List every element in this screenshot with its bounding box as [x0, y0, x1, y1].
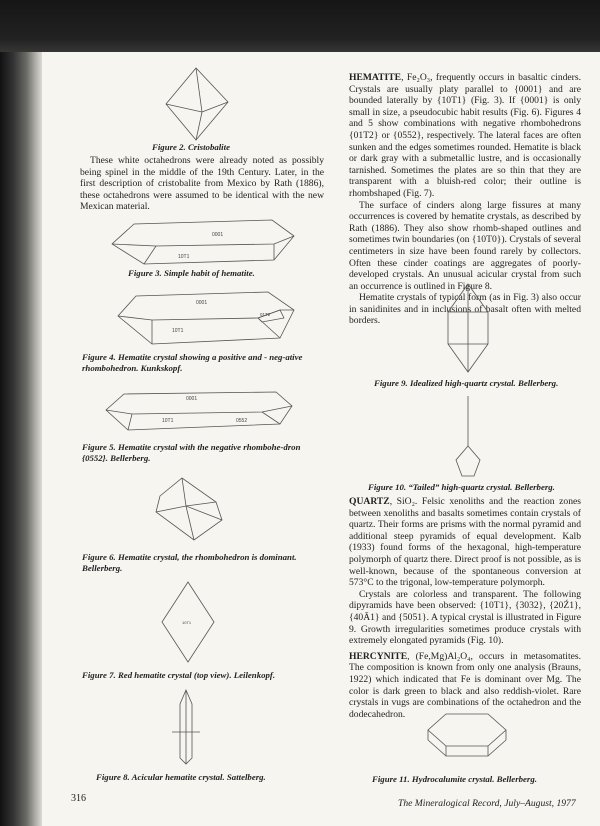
figure-6-hematite: [148, 476, 228, 542]
right-text-middle: [349, 496, 581, 720]
hematite-paragraph-2: The surface of cinders along large fissures at many occurrences is covered by hematite crystals, as described by Rath (1886). They also show rhomb-shaped outlines and sometimes twin boundaries (on {10T0}). Crystals of several centimeters in size have been found rarely by collectors. Often these cinder coatings are aggregates of poorly-developed crystals. An unusual acicular crystal from such an occurrence is outlined in Figure 8.: [349, 199, 581, 292]
left-text-block: [80, 155, 324, 213]
hematite-paragraph-3: Hematite crystals of typical form (as in Fig. 3) also occur in sanidinites and in inclusions of basalt often with melted borders.: [349, 292, 581, 327]
figure-7-caption: Figure 7. Red hematite crystal (top view). Leilenkopf.: [82, 670, 276, 680]
figure-9-caption: Figure 9. Idealized high-quartz crystal. Bellerberg.: [374, 378, 559, 388]
figure-4-hematite: [112, 288, 302, 350]
figure-8-acicular-hematite: [168, 688, 204, 766]
label-0552: 0552: [236, 418, 248, 424]
label-10T1: 10T1: [172, 328, 184, 334]
label-10T1: 10T1: [178, 254, 190, 260]
figure-9-quartz: [440, 282, 496, 374]
figure-5-caption: Figure 5. Hematite crystal with the negative rhombohe-dron {0552}. Bellerberg.: [82, 442, 301, 463]
figure-10-caption: Figure 10. “Tailed” high-quartz crystal. Bellerberg.: [368, 482, 555, 492]
label-10T1: 10T1: [182, 620, 192, 625]
figure-7-hematite: [158, 580, 218, 664]
hercynite-paragraph: HERCYNITE, (Fe,Mg)Al₂O₄, occurs in metasomatites. The composition is known from only one analysis (Brauns, 1922) which indicated that Fe is dominant over Mg. The color is dark green to black and also reddish-violet. Rare crystals in vugs are combinations of the octahedron and the dodecahedron.: [349, 650, 581, 720]
label-0001: 0001: [212, 232, 224, 238]
background-top: [0, 0, 600, 56]
label-0001: 0001: [196, 300, 208, 306]
paragraph: These white octahedrons were already noted as possibly being spinel in the middle of the 19th Century. Later, in the first description of cristobalite from Mexico by Rath (1886), these octahedrons were assumed to be identical with the new Mexican material.: [80, 155, 324, 213]
figure-5-hematite: [102, 388, 298, 436]
journal-footer: The Mineralogical Record, July–August, 1977: [398, 798, 576, 809]
quartz-paragraph-1: QUARTZ, SiO₂. Felsic xenoliths and the reaction zones between xenoliths and basalts sometimes contain crystals of quartz. Their forms are prisms with the normal pyramid and additional steep pyramids of equal development. Kalb (1933) found forms of the hexagonal, high-temperature polymorph of quartz there. Direct proof is not possible, as is well-known, because of the spontaneous conversion at 573°C to the trigonal, low-temperature polymorph.: [349, 496, 581, 589]
label-10T1: 10T1: [162, 418, 174, 424]
figure-3-hematite: [104, 214, 304, 274]
book-spine: [0, 52, 44, 826]
figure-4-caption: Figure 4. Hematite crystal showing a positive and - neg-ative rhombohedron. Kunkskopf.: [82, 352, 303, 373]
figure-11-caption: Figure 11. Hydrocalumite crystal. Bellerberg.: [372, 774, 537, 784]
figure-8-caption: Figure 8. Acicular hematite crystal. Sattelberg.: [96, 772, 266, 782]
page-number: 316: [71, 793, 86, 804]
figure-11-hydrocalumite: [424, 710, 510, 764]
figure-2-octahedron: [160, 64, 240, 144]
figure-6-caption: Figure 6. Hematite crystal, the rhombohedron is dominant. Bellerberg.: [82, 552, 297, 573]
figure-3-caption: Figure 3. Simple habit of hematite.: [128, 268, 255, 278]
quartz-paragraph-2: Crystals are colorless and transparent. The following dipyramids have been observed: {10T1}, {3032}, {20Ź1}, {40Ā1} and {5051}. A typical crystal is illustrated in Figure 9. Growth irregularities sometimes produce crystals with extremely elongated pyramids (Fig. 10).: [349, 588, 581, 647]
figure-10-tailed-quartz: [452, 394, 484, 478]
hematite-paragraph-1: HEMATITE, Fe₂O₃, frequently occurs in basaltic cinders. Crystals are usually platy parallel to {0001} and are bounded laterally by {10T1} (Fig. 3). If {0001} is only small in size, a pseudocubic habit results (Fig. 6). Figures 4 and 5 show combinations with negative rhombohedrons {01T2} or {0552}, respectively. The lateral faces are often sunken and the edges sometimes rounded. Hematite is black or dark gray with a submetallic lustre, and is occasionally tarnished. Sometimes the plates are so thin that they are transparent with a bluish-red color; their outline is rhombshaped (Fig. 7).: [349, 72, 581, 199]
label-01T2: 01T2: [260, 312, 271, 317]
figure-2-caption: Figure 2. Cristobalite: [152, 142, 230, 152]
label-0001: 0001: [186, 396, 198, 402]
